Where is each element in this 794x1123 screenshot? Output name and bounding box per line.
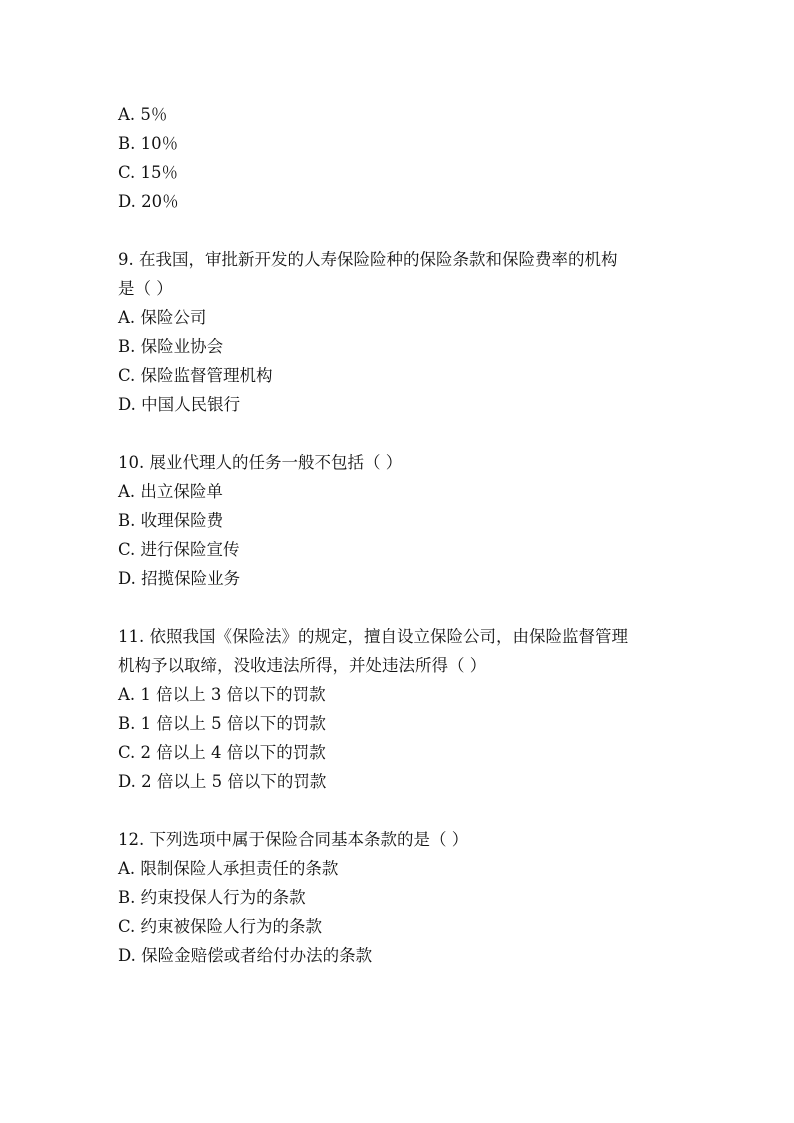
question-stem: 是（ ） bbox=[118, 279, 173, 298]
option-d: D. 2 倍以上 5 倍以下的罚款 bbox=[118, 772, 327, 791]
option-b: B. 10％ bbox=[118, 134, 179, 153]
option-d: D. 招揽保险业务 bbox=[118, 569, 241, 588]
spacer bbox=[118, 796, 688, 825]
option-c: C. 15％ bbox=[118, 163, 179, 182]
spacer bbox=[118, 419, 688, 448]
option-a: A. 5％ bbox=[118, 105, 168, 124]
question-9 bbox=[118, 245, 688, 419]
option-c: C. 保险监督管理机构 bbox=[118, 366, 273, 385]
option-b: B. 1 倍以上 5 倍以下的罚款 bbox=[118, 714, 326, 733]
option-c: C. 约束被保险人行为的条款 bbox=[118, 917, 323, 936]
question-10 bbox=[118, 448, 688, 593]
option-d: D. 中国人民银行 bbox=[118, 395, 241, 414]
option-d: D. 保险金赔偿或者给付办法的条款 bbox=[118, 946, 373, 965]
option-b: B. 保险业协会 bbox=[118, 337, 224, 356]
option-c: C. 2 倍以上 4 倍以下的罚款 bbox=[118, 743, 326, 762]
question-stem: 9. 在我国，审批新开发的人寿保险险种的保险条款和保险费率的机构 bbox=[118, 250, 618, 269]
option-c: C. 进行保险宣传 bbox=[118, 540, 240, 559]
spacer bbox=[118, 216, 688, 245]
option-a: A. 1 倍以上 3 倍以下的罚款 bbox=[118, 685, 326, 704]
option-a: A. 出立保险单 bbox=[118, 482, 223, 501]
question-stem: 10. 展业代理人的任务一般不包括（ ） bbox=[118, 453, 403, 472]
option-a: A. 保险公司 bbox=[118, 308, 207, 327]
question-stem: 机构予以取缔，没收违法所得，并处违法所得（ ） bbox=[118, 656, 487, 675]
question-stem: 11. 依照我国《保险法》的规定，擅自设立保险公司，由保险监督管理 bbox=[118, 627, 628, 646]
option-b: B. 约束投保人行为的条款 bbox=[118, 888, 306, 907]
question-stem: 12. 下列选项中属于保险合同基本条款的是（ ） bbox=[118, 830, 469, 849]
document-page bbox=[118, 100, 688, 970]
question-11 bbox=[118, 622, 688, 796]
option-b: B. 收理保险费 bbox=[118, 511, 224, 530]
option-d: D. 20％ bbox=[118, 192, 179, 211]
question-8-options bbox=[118, 100, 688, 216]
option-a: A. 限制保险人承担责任的条款 bbox=[118, 859, 339, 878]
question-12 bbox=[118, 825, 688, 970]
spacer bbox=[118, 593, 688, 622]
